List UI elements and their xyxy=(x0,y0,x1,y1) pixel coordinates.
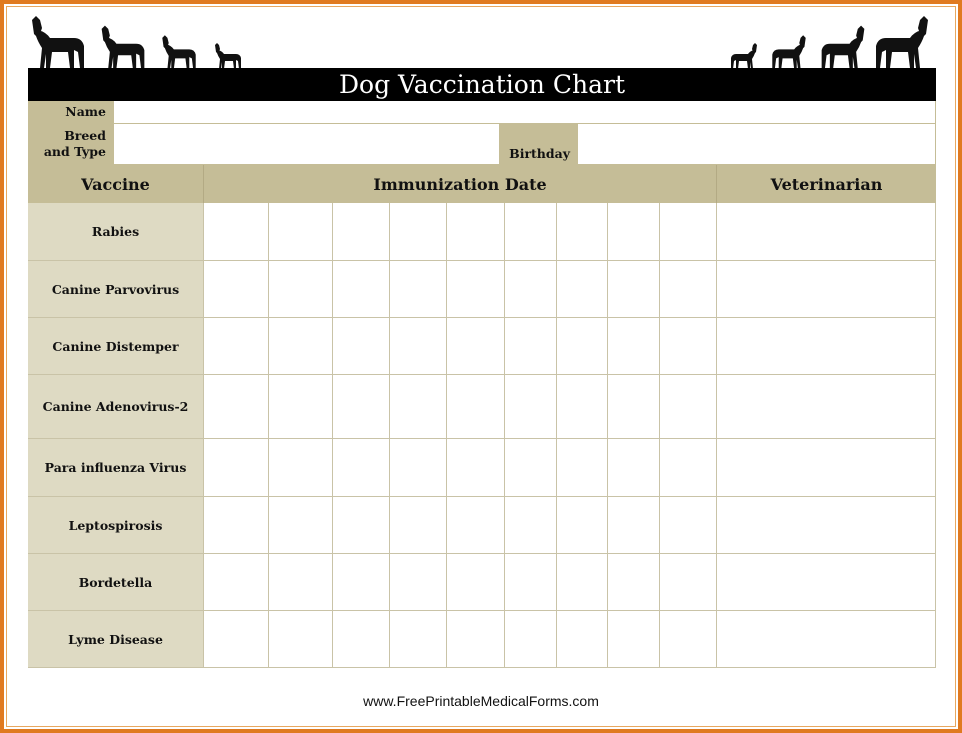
immunization-date-cell[interactable] xyxy=(204,439,269,496)
immunization-date-cell[interactable] xyxy=(269,497,333,553)
immunization-date-cell[interactable] xyxy=(269,318,333,374)
immunization-date-cell[interactable] xyxy=(390,554,447,610)
veterinarian-cell[interactable] xyxy=(717,554,936,610)
dog-silhouettes-left xyxy=(28,10,248,70)
breed-field[interactable] xyxy=(114,124,500,164)
birthday-field[interactable] xyxy=(578,124,936,164)
vaccine-name: Canine Distemper xyxy=(28,318,204,374)
immunization-date-cell[interactable] xyxy=(557,554,608,610)
immunization-date-cell[interactable] xyxy=(447,497,505,553)
immunization-date-cell[interactable] xyxy=(269,261,333,317)
immunization-date-cell[interactable] xyxy=(505,375,557,438)
immunization-date-cell[interactable] xyxy=(390,261,447,317)
immunization-date-cell[interactable] xyxy=(269,203,333,260)
immunization-date-cell[interactable] xyxy=(447,203,505,260)
immunization-date-cell[interactable] xyxy=(333,261,390,317)
immunization-date-cell[interactable] xyxy=(204,554,269,610)
breed-label-line1: Breed xyxy=(64,128,106,143)
immunization-date-cell[interactable] xyxy=(505,261,557,317)
immunization-date-cell[interactable] xyxy=(447,375,505,438)
immunization-date-cell[interactable] xyxy=(505,554,557,610)
dog-silhouette-icon xyxy=(728,42,760,70)
breed-row xyxy=(28,124,936,165)
immunization-date-cell[interactable] xyxy=(505,497,557,553)
immunization-date-cell[interactable] xyxy=(269,375,333,438)
immunization-date-cell[interactable] xyxy=(204,375,269,438)
dog-silhouette-icon xyxy=(98,24,148,70)
vaccine-header: Vaccine xyxy=(28,165,204,203)
immunization-date-cell[interactable] xyxy=(204,611,269,667)
table-header xyxy=(28,165,936,203)
vaccine-name: Canine Parvovirus xyxy=(28,261,204,317)
table-row xyxy=(28,497,936,554)
breed-label xyxy=(28,124,114,164)
immunization-date-cell[interactable] xyxy=(557,203,608,260)
immunization-date-cell[interactable] xyxy=(505,318,557,374)
immunization-date-cell[interactable] xyxy=(505,439,557,496)
immunization-date-cell[interactable] xyxy=(333,611,390,667)
immunization-date-cell[interactable] xyxy=(557,375,608,438)
vaccine-name: Bordetella xyxy=(28,554,204,610)
immunization-date-cell[interactable] xyxy=(447,318,505,374)
immunization-date-cell[interactable] xyxy=(660,318,717,374)
immunization-date-cell[interactable] xyxy=(333,318,390,374)
immunization-date-cell[interactable] xyxy=(608,261,660,317)
immunization-date-cell[interactable] xyxy=(608,439,660,496)
immunization-date-cell[interactable] xyxy=(390,611,447,667)
immunization-date-cell[interactable] xyxy=(269,611,333,667)
immunization-date-cell[interactable] xyxy=(608,203,660,260)
immunization-date-cell[interactable] xyxy=(660,203,717,260)
immunization-date-cell[interactable] xyxy=(390,203,447,260)
table-row xyxy=(28,554,936,611)
veterinarian-cell[interactable] xyxy=(717,611,936,667)
table-row xyxy=(28,375,936,439)
immunization-date-cell[interactable] xyxy=(505,203,557,260)
immunization-date-cell[interactable] xyxy=(447,611,505,667)
immunization-date-cell[interactable] xyxy=(557,611,608,667)
immunization-date-cell[interactable] xyxy=(269,439,333,496)
immunization-date-cell[interactable] xyxy=(660,554,717,610)
name-field[interactable] xyxy=(114,101,936,123)
immunization-date-cell[interactable] xyxy=(608,318,660,374)
immunization-date-cell[interactable] xyxy=(390,318,447,374)
immunization-date-cell[interactable] xyxy=(660,261,717,317)
immunization-date-cell[interactable] xyxy=(333,497,390,553)
name-row xyxy=(28,101,936,124)
immunization-date-cell[interactable] xyxy=(660,375,717,438)
veterinarian-cell[interactable] xyxy=(717,318,936,374)
immunization-date-cell[interactable] xyxy=(505,611,557,667)
immunization-date-cell[interactable] xyxy=(608,554,660,610)
vaccine-name: Rabies xyxy=(28,203,204,260)
immunization-date-cell[interactable] xyxy=(660,497,717,553)
immunization-date-cell[interactable] xyxy=(333,203,390,260)
veterinarian-header: Veterinarian xyxy=(770,174,883,194)
dog-silhouette-icon xyxy=(818,24,868,70)
immunization-date-cell[interactable] xyxy=(447,261,505,317)
dog-silhouette-icon xyxy=(212,42,244,70)
immunization-date-cell[interactable] xyxy=(333,554,390,610)
page-title: Dog Vaccination Chart xyxy=(28,68,936,101)
immunization-date-cell[interactable] xyxy=(557,318,608,374)
dog-silhouette-icon xyxy=(158,34,200,70)
dog-silhouette-icon xyxy=(872,14,932,70)
immunization-date-cell[interactable] xyxy=(447,439,505,496)
immunization-date-cell[interactable] xyxy=(608,375,660,438)
immunization-date-cell[interactable] xyxy=(660,611,717,667)
footer-url: www.FreePrintableMedicalForms.com xyxy=(363,693,599,709)
vaccine-name: Lyme Disease xyxy=(28,611,204,667)
birthday-label: Birthday xyxy=(500,124,578,164)
immunization-date-cell[interactable] xyxy=(608,611,660,667)
immunization-date-cell[interactable] xyxy=(447,554,505,610)
immunization-date-cell[interactable] xyxy=(557,439,608,496)
table-row xyxy=(28,203,936,261)
veterinarian-cell[interactable] xyxy=(717,439,936,496)
table-row xyxy=(28,318,936,375)
immunization-date-cell[interactable] xyxy=(204,261,269,317)
immunization-date-cell[interactable] xyxy=(390,375,447,438)
veterinarian-cell[interactable] xyxy=(717,375,936,438)
veterinarian-cell[interactable] xyxy=(717,497,936,553)
immunization-date-cell[interactable] xyxy=(390,439,447,496)
immunization-date-cell[interactable] xyxy=(333,439,390,496)
immunization-date-cell[interactable] xyxy=(608,497,660,553)
breed-label-line2: and Type xyxy=(43,144,106,159)
immunization-date-cell[interactable] xyxy=(204,203,269,260)
immunization-date-cell[interactable] xyxy=(557,261,608,317)
immunization-date-cell[interactable] xyxy=(204,318,269,374)
vaccine-name: Leptospirosis xyxy=(28,497,204,553)
immunization-date-cell[interactable] xyxy=(390,497,447,553)
table-row xyxy=(28,439,936,497)
dog-silhouette-icon xyxy=(768,34,810,70)
dog-silhouette-icon xyxy=(28,14,88,70)
name-label: Name xyxy=(28,101,114,123)
veterinarian-cell[interactable] xyxy=(717,261,936,317)
immunization-date-cell[interactable] xyxy=(204,497,269,553)
immunization-date-cell[interactable] xyxy=(660,439,717,496)
dog-silhouettes-right xyxy=(724,10,934,70)
immunization-date-cell[interactable] xyxy=(269,554,333,610)
immunization-date-cell[interactable] xyxy=(333,375,390,438)
vaccine-name: Canine Adenovirus-2 xyxy=(28,375,204,438)
vaccination-table xyxy=(28,203,936,668)
veterinarian-cell[interactable] xyxy=(717,203,936,260)
table-row xyxy=(28,611,936,668)
vaccine-name: Para influenza Virus xyxy=(28,439,204,496)
immunization-date-cell[interactable] xyxy=(557,497,608,553)
table-row xyxy=(28,261,936,318)
immunization-date-header: Immunization Date xyxy=(204,165,717,203)
